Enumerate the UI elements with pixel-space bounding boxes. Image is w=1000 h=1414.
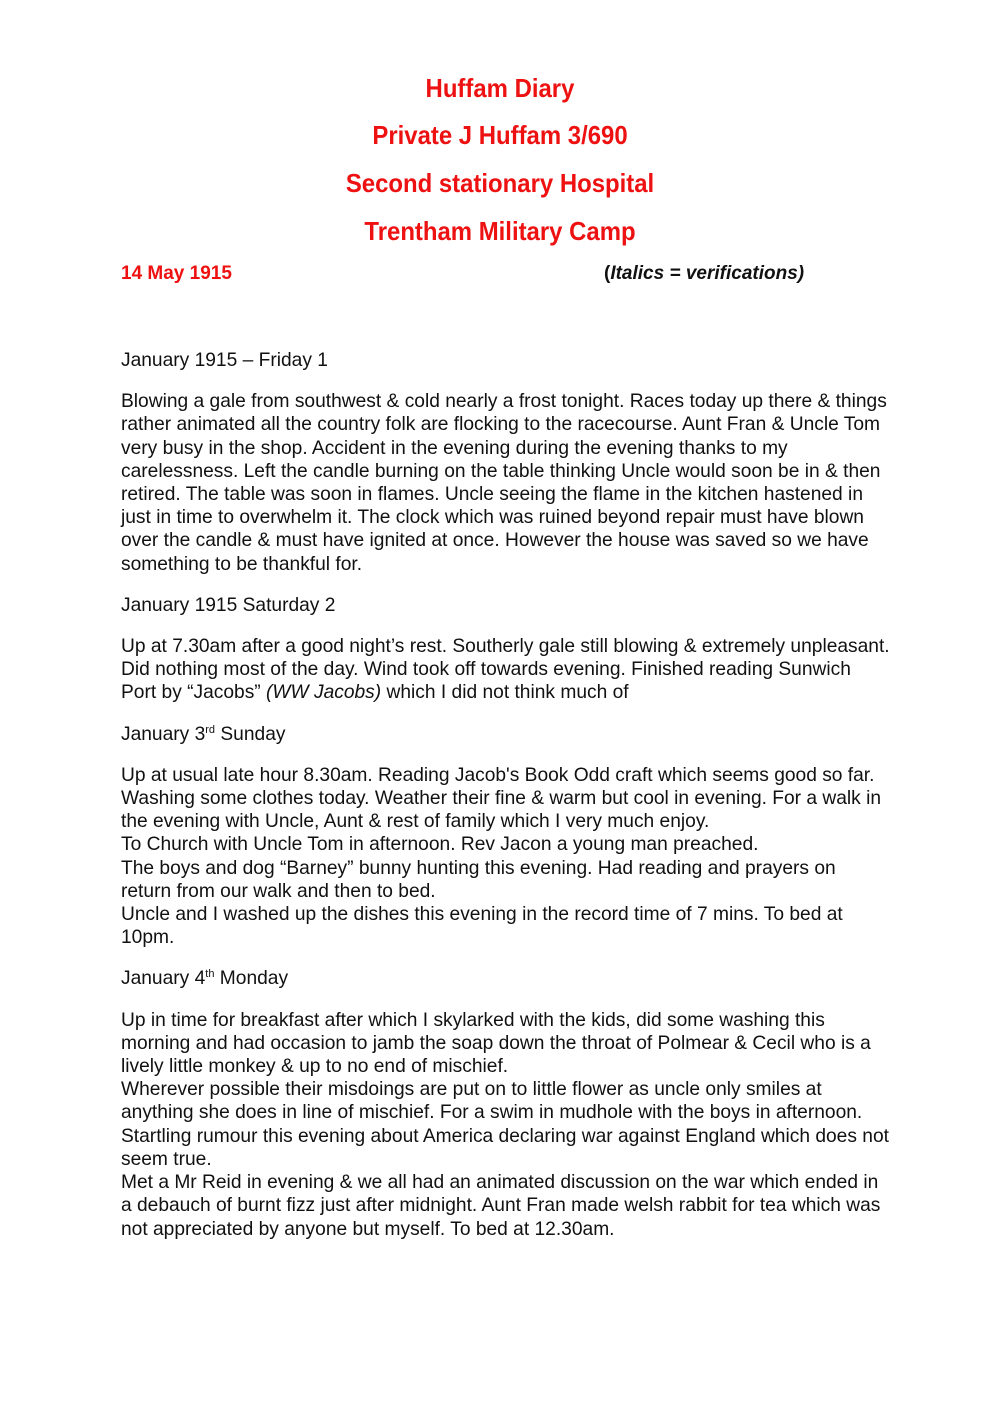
entry-line: Up in time for breakfast after which I skylarked with the kids, did some washing this morning and had occasion to jamb the soap down the throat of Polmear & Cecil who is a lively little monkey & up to no end of mischief. [121,1009,871,1078]
diary-entry [121,594,891,705]
entry-paragraph: Blowing a gale from southwest & cold nearly a frost tonight. Races today up there & things rather animated all the country folk are flocking to the racecourse. Aunt Fran & Uncle Tom very busy in the shop. Accident in the evening during the evening thanks to my carelessness. Left the candle burning on the table thinking Uncle would soon be in & then retired. The table was soon in flames. Uncle seeing the flame in the kitchen hastened in just in time to overwhelm it. The clock which was ruined beyond repair must have blown over the candle & must have ignited at once. However the house was saved so we have something to be thankful for. [121,391,887,575]
entry-heading [121,967,891,990]
legend-text: Italics = verifications) [610,263,805,284]
ordinal-suffix: rd [205,723,216,736]
entry-line: The boys and dog “Barney” bunny hunting this evening. Had reading and prayers on return from our walk and then to bed. [121,857,836,902]
document-title: Huffam Diary [425,73,575,103]
ordinal-suffix: th [205,968,215,981]
entry-line: Up at usual late hour 8.30am. Reading Jacob's Book Odd craft which seems good so far. [121,764,875,786]
entry-paragraph [121,764,891,950]
heading-text: January 3 [121,723,206,745]
soldier-name: Private J Huffam 3/690 [372,120,628,150]
heading-text: January 4 [121,968,206,990]
heading-text: Monday [214,968,289,990]
entry-line: Washing some clothes today. Weather their fine & warm but cool in evening. For a walk in the evening with Uncle, Aunt & rest of family which I very much enjoy. [121,788,882,833]
heading-text: Sunday [215,723,286,745]
entry-heading: January 1915 Saturday 2 [121,594,336,616]
diary-entry [121,349,891,576]
entry-line: Wherever possible their misdoings are put on to little flower as uncle only smiles at anything she does in line of mischief. For a swim in mudhole with the boys in afternoon. Startling rumour this evening about America declaring war against England which does not seem true. [121,1079,889,1170]
diary-entry [121,967,891,1240]
entry-text: Up at 7.30am after a good night’s rest. Southerly gale still blowing & extremely unpleasant. Did nothing most of the day. Wind took off towards evening. Finished reading Sunwich Port by “Jacobs” [121,636,890,704]
legend-open-paren: ( [604,263,611,284]
entry-text: which I did not think much of [381,682,629,704]
entry-heading: January 1915 – Friday 1 [121,350,328,371]
hospital-name: Second stationary Hospital [345,168,655,198]
entry-heading [121,723,891,746]
entry-line: Met a Mr Reid in evening & we all had an animated discussion on the war which ended in a debauch of burnt fizz just after midnight. Aunt Fran made welsh rabbit for tea which was not appreciated by anyone but myself. To bed at 12.30am. [121,1172,881,1240]
diary-body [121,349,891,1259]
verification-note: (WW Jacobs) [266,682,382,704]
entry-paragraph [121,635,891,705]
entry-paragraph [121,1009,891,1241]
camp-name: Trentham Military Camp [364,216,636,246]
document-date: 14 May 1915 [121,263,232,284]
entry-line: Uncle and I washed up the dishes this evening in the record time of 7 mins. To bed at 10pm. [121,904,843,949]
italics-legend [604,262,804,286]
entry-line: To Church with Uncle Tom in afternoon. Rev Jacon a young man preached. [121,834,759,856]
diary-entry [121,723,891,950]
